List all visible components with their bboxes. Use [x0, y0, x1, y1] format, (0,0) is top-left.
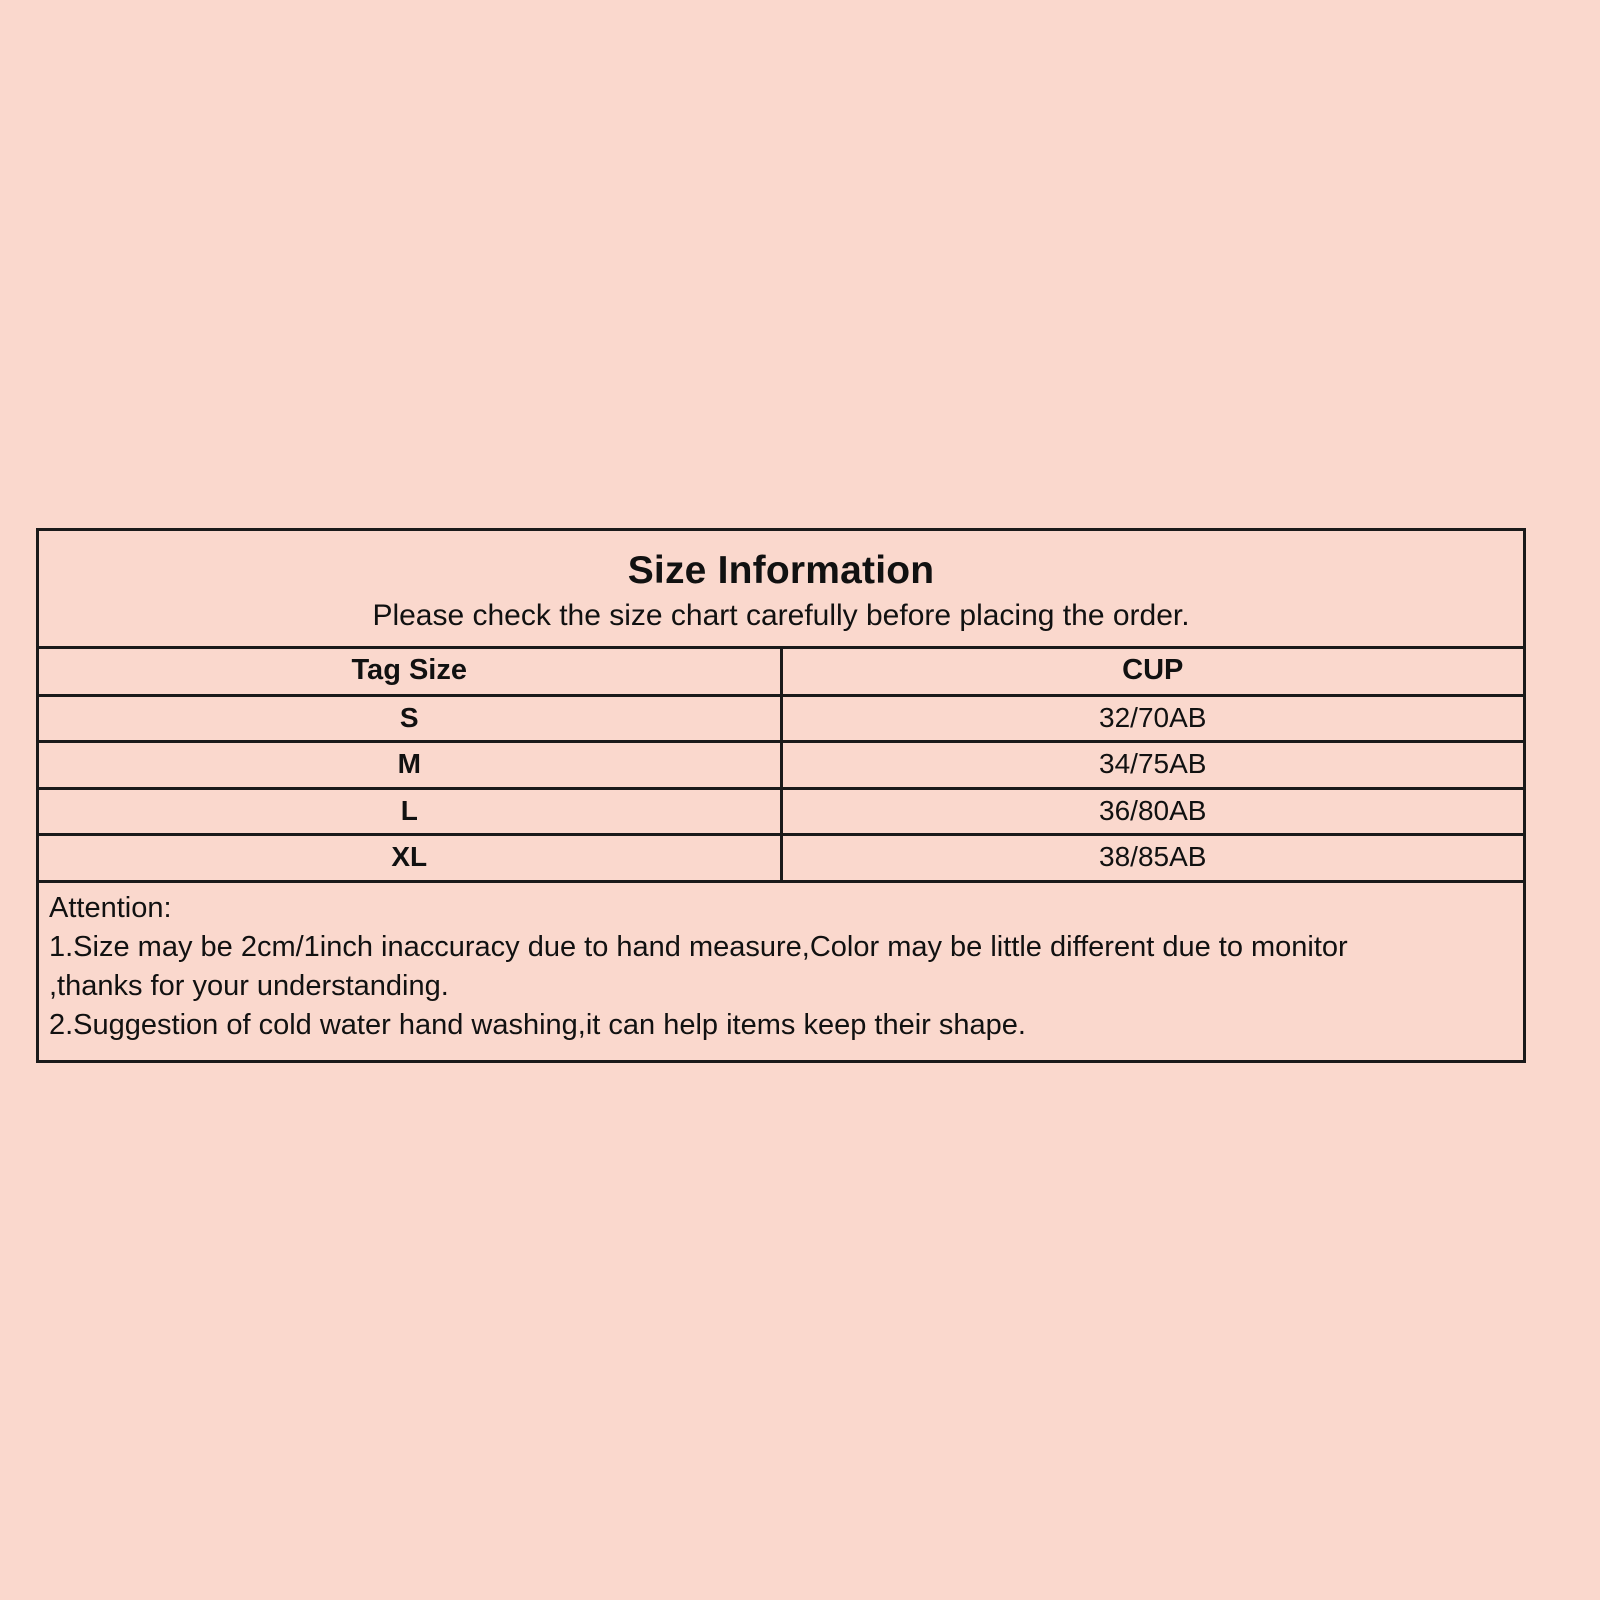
column-header-cup: CUP: [781, 647, 1523, 695]
cell-cup: 38/85AB: [781, 835, 1523, 880]
cell-tag-size: L: [39, 788, 781, 835]
attention-section: [39, 880, 1523, 1060]
table-row: [39, 835, 1523, 880]
attention-heading: Attention:: [49, 892, 172, 925]
page-subtitle: Please check the size chart carefully before placing the order.: [372, 598, 1190, 632]
cell-cup: 32/70AB: [781, 695, 1523, 742]
table-row: [39, 788, 1523, 835]
size-chart-table: [39, 646, 1523, 880]
attention-line-3: 2.Suggestion of cold water hand washing,it can help items keep their shape.: [49, 1009, 1026, 1042]
attention-line-1: 1.Size may be 2cm/1inch inaccuracy due to hand measure,Color may be little different due to monitor: [49, 931, 1348, 964]
page-title: Size Information: [627, 549, 935, 592]
cell-tag-size: XL: [39, 835, 781, 880]
cell-tag-size: S: [39, 695, 781, 742]
table-row: [39, 695, 1523, 742]
size-information-card: [36, 528, 1526, 1063]
attention-line-2: ,thanks for your understanding.: [49, 970, 449, 1003]
cell-cup: 36/80AB: [781, 788, 1523, 835]
cell-tag-size: M: [39, 742, 781, 789]
table-row: [39, 742, 1523, 789]
column-header-tag-size: Tag Size: [39, 647, 781, 695]
cell-cup: 34/75AB: [781, 742, 1523, 789]
table-header-row: [39, 647, 1523, 695]
